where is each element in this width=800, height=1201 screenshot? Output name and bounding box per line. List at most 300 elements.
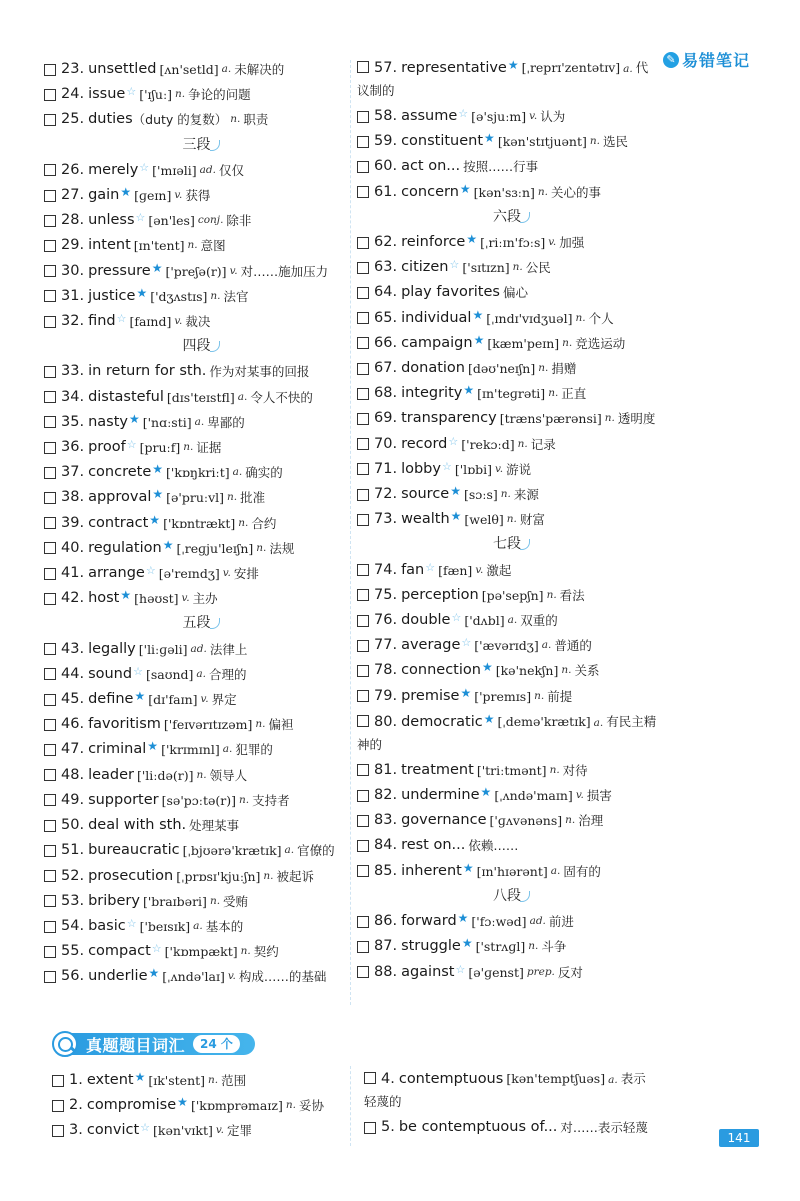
checkbox-icon[interactable] [52,1075,64,1087]
column-divider [350,60,351,1005]
entry-word: integrity [401,385,463,402]
checkbox-icon[interactable] [357,865,369,877]
vocab-entry [357,808,657,833]
checkbox-icon[interactable] [357,262,369,274]
entry-phonetic: [ɡeɪn] [134,188,172,204]
page-number: 141 [719,1129,759,1147]
entry-word: in return for sth. [88,363,207,380]
vocab-entry [357,280,657,305]
entry-meaning: 定罪 [226,1123,252,1139]
checkbox-icon[interactable] [357,287,369,299]
entry-part-of-speech: n. [528,940,539,953]
star-icon: ★ [151,260,163,275]
vocab-entry [52,1093,352,1118]
entry-part-of-speech: n. [209,894,221,907]
entry-meaning: 未解决的 [234,62,285,77]
entry-number: 49. [61,791,85,808]
checkbox-icon[interactable] [357,715,369,727]
star-icon: ★ [152,487,164,502]
entry-meaning: 确实的 [245,465,283,481]
checkbox-icon[interactable] [357,489,369,501]
entry-part-of-speech: n. [255,718,266,731]
checkbox-icon[interactable] [44,769,56,781]
entry-part-of-speech: n. [565,814,576,827]
entry-meaning: 认为 [540,109,566,124]
entry-number: 80. [374,713,398,730]
entry-phonetic: [ˌprɒsɪ'kjuːʃn] [176,868,261,884]
checkbox-icon[interactable] [357,514,369,526]
entry-part-of-speech: n. [506,513,517,526]
checkbox-icon[interactable] [44,416,56,428]
entry-part-of-speech: n. [562,336,573,349]
entry-number: 82. [374,787,398,804]
checkbox-icon[interactable] [44,593,56,605]
entry-word: merely [88,161,139,178]
entry-part-of-speech: v. [222,567,231,580]
checkbox-icon[interactable] [44,820,56,832]
star-icon: ★ [472,307,484,322]
checkbox-icon[interactable] [357,966,369,978]
checkbox-icon[interactable] [357,815,369,827]
checkbox-icon[interactable] [357,438,369,450]
entry-phonetic: ['nɑːsti] [142,414,192,430]
section-heading-label: 七段 [493,536,521,553]
checkbox-icon[interactable] [44,794,56,806]
vocab-entry [357,758,657,783]
vocab-entry [44,939,349,964]
entry-word: wealth [401,511,450,528]
checkbox-icon[interactable] [44,895,56,907]
checkbox-icon[interactable] [357,764,369,776]
pencil-badge-icon: ✎ [663,52,679,68]
entry-part-of-speech: n. [575,311,586,324]
entry-part-of-speech: v. [181,592,190,605]
entry-meaning: 竞选运动 [575,335,626,351]
section-heading [357,532,657,557]
entry-number: 72. [374,486,398,503]
vocab-entry [44,561,349,586]
vocab-entry [357,684,657,709]
entry-word: criminal [88,741,147,758]
entry-meaning: 固有的 [563,863,601,879]
star-icon: ★ [466,232,478,247]
entry-phonetic: [ɪn'tent] [133,238,185,254]
checkbox-icon[interactable] [44,492,56,504]
checkbox-icon[interactable] [44,467,56,479]
entry-word: basic [88,917,126,934]
entry-word: struggle [401,938,461,955]
entry-number: 56. [61,968,85,985]
entry-word: supporter [88,791,159,808]
vocab-entry [357,406,657,431]
entry-number: 68. [374,385,398,402]
entry-number: 67. [374,360,398,377]
entry-number: 74. [374,561,398,578]
vocab-entry [44,82,349,107]
checkbox-icon[interactable] [52,1125,64,1137]
entry-number: 57. [374,60,398,76]
entry-phonetic: [fæn] [438,562,473,578]
entry-word: concern [401,183,459,200]
entry-number: 32. [61,313,85,330]
checkbox-icon[interactable] [44,164,56,176]
section-heading-label: 三段 [182,136,211,153]
entry-part-of-speech: n. [238,516,249,529]
checkbox-icon[interactable] [44,643,56,655]
vocab-entry [44,536,349,561]
entry-number: 36. [61,439,85,456]
entry-part-of-speech: v. [174,315,183,328]
entry-meaning: 合约 [251,515,277,531]
star-icon: ★ [461,936,473,951]
checkbox-icon[interactable] [357,186,369,198]
entry-word: extent [86,1072,134,1088]
vocab-entry [44,788,349,813]
entry-phonetic: [pruːf] [139,440,181,456]
entry-phonetic: ['ɡʌvənəns] [489,813,563,829]
vocab-entry [44,460,349,485]
entry-phonetic: [həʊst] [134,591,179,607]
hollow-star-icon: ☆ [151,942,162,956]
checkbox-icon[interactable] [44,921,56,933]
entry-word: host [88,590,120,607]
entry-number: 69. [374,410,398,427]
entry-phonetic: [ə'pruːvl] [166,490,225,506]
entry-word: convict [86,1122,140,1139]
checkbox-icon[interactable] [44,870,56,882]
entry-number: 78. [374,662,398,679]
hollow-star-icon: ☆ [425,560,436,574]
checkbox-icon[interactable] [44,366,56,378]
vocab-entry [44,233,349,258]
vocab-entry [357,583,657,608]
entry-word: unsettled [88,61,157,77]
vocab-entry [44,763,349,788]
entry-phonetic: [ˌreɡju'leɪʃn] [176,540,254,556]
section-heading-label: 六段 [493,208,521,225]
checkbox-icon[interactable] [357,61,369,73]
checkbox-icon[interactable] [357,136,369,148]
star-icon: ★ [457,911,469,926]
entry-number: 58. [374,108,398,124]
vocab-entry [44,637,349,662]
entry-part-of-speech: ad. [529,915,546,928]
entry-number: 2. [69,1097,83,1114]
vocab-entry [44,511,349,536]
entry-part-of-speech: v. [495,462,504,475]
checkbox-icon[interactable] [357,312,369,324]
entry-number: 62. [374,234,398,251]
magnifier-icon [52,1031,78,1057]
entry-number: 33. [61,363,85,380]
checkbox-icon[interactable] [44,946,56,958]
entry-phonetic: [ˌriːɪn'fɔːs] [480,235,546,251]
entry-word: sound [88,665,133,682]
vocab-entry [44,385,349,410]
entry-meaning: 关系 [574,663,600,679]
vocab-entry [44,864,349,889]
checkbox-icon[interactable] [44,719,56,731]
star-icon: ★ [480,785,492,800]
vocab-entry [44,259,349,284]
entry-part-of-speech: v. [227,970,236,983]
entry-number: 3. [69,1122,83,1139]
entry-number: 4. [381,1071,395,1087]
checkbox-icon[interactable] [44,845,56,857]
entry-part-of-speech: conj. [197,214,224,227]
section-heading [357,205,657,230]
entry-number: 85. [374,862,398,879]
checkbox-icon[interactable] [357,337,369,349]
checkbox-icon[interactable] [357,640,369,652]
checkbox-icon[interactable] [44,265,56,277]
entry-meaning: 依赖…… [468,838,519,854]
entry-meaning: 卑鄙的 [207,414,245,430]
checkbox-icon[interactable] [357,564,369,576]
entry-meaning: 处理某事 [189,818,240,834]
vocab-entry [357,507,657,532]
entry-number: 63. [374,259,398,276]
entry-meaning: 犯罪的 [235,742,273,758]
checkbox-icon[interactable] [357,161,369,173]
checkbox-icon[interactable] [44,316,56,328]
entry-word: bureaucratic [88,842,180,859]
entry-number: 55. [61,943,85,960]
checkbox-icon[interactable] [44,290,56,302]
entry-word: transparency [401,410,497,427]
checkbox-icon[interactable] [364,1122,376,1134]
entry-word: issue [88,86,126,103]
entry-number: 51. [61,842,85,859]
entry-phonetic: [ˌdemə'krætɪk] [497,713,591,729]
vocab-entry [44,838,349,863]
entry-meaning: 官僚的 [297,843,335,859]
entry-number: 43. [61,640,85,657]
entry-meaning: 游说 [506,461,532,477]
entry-number: 39. [61,514,85,531]
entry-word: bribery [88,892,140,909]
checkbox-icon[interactable] [357,363,369,375]
section-heading [357,884,657,909]
entry-word: forward [401,913,457,930]
star-icon: ★ [459,181,471,196]
entry-part-of-speech: v. [529,110,538,122]
checkbox-icon[interactable] [44,240,56,252]
entry-word: governance [401,812,487,829]
entry-phonetic: [kən'vɪkt] [153,1123,213,1139]
vocab-entry [357,457,657,482]
entry-word: prosecution [88,867,174,884]
entry-part-of-speech: a. [194,415,205,428]
entry-part-of-speech: n. [175,88,186,101]
checkbox-icon[interactable] [357,413,369,425]
entry-phonetic: [kən'stɪtjuənt] [497,134,587,150]
entry-meaning: 批准 [240,490,266,506]
entry-word: representative [401,60,507,76]
entry-meaning: 前提 [547,688,573,704]
checkbox-icon[interactable] [357,690,369,702]
checkbox-icon[interactable] [357,840,369,852]
entry-part-of-speech: n. [604,412,615,425]
entry-phonetic: [faɪnd] [129,314,172,330]
entry-part-of-speech: a. [237,390,248,403]
star-icon: ★ [507,58,519,72]
vocab-entry [357,859,657,884]
left-column [44,57,349,990]
entry-meaning: 裁决 [185,314,211,330]
entry-meaning: 作为对某事的回报 [209,364,310,380]
vocab-entry [364,1115,654,1140]
entry-meaning: 双重的 [520,613,558,629]
checkbox-icon[interactable] [44,64,56,76]
brand-header [663,48,750,71]
checkbox-icon[interactable] [357,388,369,400]
hollow-star-icon: ☆ [140,1121,151,1135]
entry-phonetic: ['premɪs] [474,688,532,704]
entry-meaning: 关心的事 [551,184,602,200]
entry-word: gain [88,187,120,204]
entry-word: campaign [401,334,473,351]
entry-phonetic: [træns'pærənsi] [499,411,602,427]
entry-word: act on... [401,158,461,175]
entry-part-of-speech: v. [229,264,238,277]
entry-phonetic: [ˌʌndə'laɪ] [162,969,225,985]
hollow-star-icon: ☆ [455,962,466,976]
entry-phonetic: [ɪk'stent] [148,1073,206,1088]
entry-phonetic: ['kɒmpækt] [164,944,238,960]
vocab-entry [44,964,349,989]
entry-part-of-speech: n. [263,869,274,882]
star-icon: ★ [134,1070,146,1084]
vocab-entry [44,183,349,208]
star-icon: ★ [484,131,495,146]
entry-part-of-speech: n. [589,135,600,148]
checkbox-icon[interactable] [52,1100,64,1112]
checkbox-icon[interactable] [44,190,56,202]
bottom-left-list [52,1068,352,1144]
entry-meaning: 职责 [243,112,269,128]
checkbox-icon[interactable] [44,744,56,756]
entry-number: 1. [69,1072,83,1088]
entry-part-of-speech: n. [227,491,238,504]
entry-meaning: 偏袒 [268,717,294,733]
checkbox-icon[interactable] [357,589,369,601]
vocab-entry [357,558,657,583]
checkbox-icon[interactable] [44,668,56,680]
entry-word: democratic [401,713,483,730]
star-icon: ★ [136,285,148,300]
checkbox-icon[interactable] [44,517,56,529]
entry-word: proof [88,439,126,456]
entry-word: unless [88,212,135,229]
entry-word: find [88,313,116,330]
entry-number: 83. [374,812,398,829]
entry-meaning: 代议制的 [357,60,649,98]
hollow-star-icon: ☆ [126,916,137,930]
entry-part-of-speech: n. [548,387,559,400]
checkbox-icon[interactable] [357,111,369,123]
checkbox-icon[interactable] [44,114,56,126]
checkbox-icon[interactable] [44,215,56,227]
checkbox-icon[interactable] [44,442,56,454]
entry-part-of-speech: v. [200,693,209,706]
entry-number: 54. [61,917,85,934]
entry-part-of-speech: n. [512,261,523,274]
vocab-entry [44,359,349,384]
bottom-right-list [364,1066,654,1140]
checkbox-icon[interactable] [44,568,56,580]
entry-phonetic: [ɪn'teɡrəti] [477,386,546,402]
entry-part-of-speech: v. [215,1124,224,1137]
vocab-entry [357,331,657,356]
entry-number: 65. [374,309,398,326]
hollow-star-icon: ☆ [135,211,146,225]
entry-meaning: 领导人 [209,767,248,783]
entry-part-of-speech: n. [196,768,207,781]
entry-meaning: 法规 [269,540,295,556]
vocab-entry [44,737,349,762]
vocab-entry [52,1118,352,1143]
checkbox-icon[interactable] [44,971,56,983]
entry-part-of-speech: n. [240,945,251,958]
entry-number: 64. [374,284,398,301]
entry-phonetic: ['braɪbəri] [142,893,207,909]
entry-number: 86. [374,913,398,930]
entry-meaning: 表示轻蔑的 [364,1071,646,1109]
checkbox-icon[interactable] [357,237,369,249]
entry-meaning: 选民 [603,134,629,150]
right-column [357,55,657,985]
checkbox-icon[interactable] [357,615,369,627]
checkbox-icon[interactable] [364,1072,376,1084]
vocab-entry [357,633,657,658]
checkbox-icon[interactable] [357,941,369,953]
vocab-entry [52,1068,352,1093]
star-icon: ★ [177,1095,188,1110]
entry-part-of-speech: n. [537,185,549,198]
checkbox-icon[interactable] [44,391,56,403]
star-icon: ★ [120,588,132,603]
entry-phonetic: ['ævərɪdʒ] [474,638,539,654]
entry-meaning: 主办 [192,591,218,607]
vocab-entry [357,658,657,683]
entry-word: distasteful [88,388,164,405]
checkbox-icon[interactable] [357,916,369,928]
star-icon: ★ [148,966,160,981]
checkbox-icon[interactable] [357,790,369,802]
entry-meaning: 记录 [530,436,556,452]
entry-meaning: 有民主精神的 [357,713,657,752]
entry-part-of-speech: a. [221,63,232,75]
entry-phonetic: ['strʌɡl] [475,939,526,955]
entry-phonetic: [dɪ'faɪn] [148,692,198,708]
checkbox-icon[interactable] [44,89,56,101]
checkbox-icon[interactable] [44,694,56,706]
entry-part-of-speech: n. [183,441,194,454]
entry-meaning: 治理 [578,813,604,829]
section-heading-label: 四段 [182,338,211,355]
hollow-star-icon: ☆ [139,160,150,174]
entry-number: 46. [61,716,85,733]
entry-meaning: 契约 [253,944,279,960]
hollow-star-icon: ☆ [441,459,452,473]
entry-word: donation [401,360,465,377]
checkbox-icon[interactable] [357,463,369,475]
checkbox-icon[interactable] [44,542,56,554]
star-icon: ★ [120,185,132,200]
checkbox-icon[interactable] [357,665,369,677]
vocab-entry [44,712,349,737]
